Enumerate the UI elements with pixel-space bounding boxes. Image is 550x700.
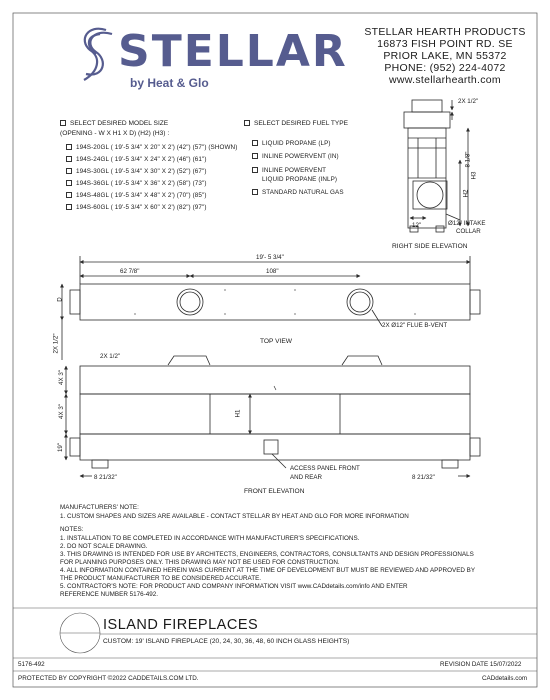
access-panel-label-line1: ACCESS PANEL FRONT xyxy=(290,465,360,472)
model-option-2[interactable]: 194S-24GL ( 19'-5 3/4" X 24" X 2') (46") (61") xyxy=(66,156,207,163)
checkbox-icon[interactable] xyxy=(66,168,72,174)
front-dim-4x3-top: 4X 3" xyxy=(57,370,65,385)
side-elevation-title: RIGHT SIDE ELEVATION xyxy=(392,243,468,250)
fuel-option-1[interactable]: LIQUID PROPANE (LP) xyxy=(252,140,331,147)
note-line: 4. ALL INFORMATION CONTAINED HEREIN WAS CURRENT AT THE TIME OF DEVELOPMENT BUT MUST BE REVIEWED AND APPROVED BY xyxy=(60,567,476,574)
revision-date: REVISION DATE 15/07/2022 xyxy=(440,661,522,668)
intake-label-line1: Ø12" INTAKE xyxy=(448,220,486,227)
model-heading-line2: (OPENING - W X H1 X D) (H2) (H3) : xyxy=(60,130,170,137)
front-elevation-title: FRONT ELEVATION xyxy=(244,488,305,495)
fuel-heading-checkbox[interactable] xyxy=(244,120,250,126)
top-dim-overall: 19'- 5 3/4" xyxy=(256,254,284,261)
model-option-3[interactable]: 194S-30GL ( 19'-5 3/4" X 30" X 2') (52") (67") xyxy=(66,168,207,175)
note-line: THE PRODUCT MANUFACTURER TO BE CONSIDERED ACCURATE. xyxy=(60,575,262,582)
checkbox-icon[interactable] xyxy=(66,156,72,162)
side-dim-top: 2X 1/2" xyxy=(458,98,479,105)
top-dim-spacing: 108" xyxy=(266,268,279,275)
access-panel-label-line2: AND REAR xyxy=(290,474,322,481)
right-side-elevation xyxy=(404,100,468,232)
note-line: 2. DO NOT SCALE DRAWING. xyxy=(60,543,148,550)
checkbox-icon[interactable] xyxy=(66,204,72,210)
drawing-title: ISLAND FIREPLACES xyxy=(103,617,259,633)
side-dim-h2: H2 xyxy=(462,189,470,198)
checkbox-icon[interactable] xyxy=(66,180,72,186)
fuel-heading: SELECT DESIRED FUEL TYPE xyxy=(244,120,348,127)
front-dim-19: 19" xyxy=(57,442,65,453)
company-address2: PRIOR LAKE, MN 55372 xyxy=(383,50,507,62)
top-dim-half-depth: 2X 1/2" xyxy=(52,333,60,354)
note-line: FOR PLANNING PURPOSES ONLY. THIS DRAWING MAY NOT BE USED FOR CONSTRUCTION. xyxy=(60,559,340,566)
side-dim-818: 8 1/8" xyxy=(464,151,472,168)
side-dim-h3: H3 xyxy=(470,171,478,180)
reference-number: 5176-492 xyxy=(18,661,45,668)
model-option-6[interactable]: 194S-60GL ( 19'-5 3/4" X 60" X 2') (82") (97") xyxy=(66,204,207,211)
checkbox-icon[interactable] xyxy=(252,140,258,146)
front-dim-right-leg: 8 21/32" xyxy=(412,474,435,481)
front-dim-top: 2X 1/2" xyxy=(100,353,121,360)
intake-label-line2: COLLAR xyxy=(456,228,481,235)
note-line: 1. INSTALLATION TO BE COMPLETED IN ACCORDANCE WITH MANUFACTURER'S SPECIFICATIONS. xyxy=(60,535,360,542)
model-heading: SELECT DESIRED MODEL SIZE xyxy=(60,120,168,127)
manufacturer-notes-heading: MANUFACTURERS' NOTE: xyxy=(60,504,139,511)
checkbox-icon[interactable] xyxy=(252,167,258,173)
model-option-5[interactable]: 194S-48GL ( 19'-5 3/4" X 48" X 2') (70") (85") xyxy=(66,192,207,199)
notes-heading: NOTES: xyxy=(60,526,84,533)
model-option-1[interactable]: 194S-20GL ( 19'-5 3/4" X 20" X 2') (42") (57") (SHOWN) xyxy=(66,144,237,151)
note-line: 5. CONTRACTOR'S NOTE: FOR PRODUCT AND COMPANY INFORMATION VISIT www.CADdetails.com/info AND ENTER xyxy=(60,583,408,590)
checkbox-icon[interactable] xyxy=(66,144,72,150)
company-web: www.stellarhearth.com xyxy=(389,74,501,86)
checkbox-icon[interactable] xyxy=(66,192,72,198)
brand-tagline: by Heat & Glo xyxy=(130,76,209,90)
brand-title: STELLAR xyxy=(118,26,348,77)
checkbox-icon[interactable] xyxy=(252,189,258,195)
company-phone: PHONE: (952) 224-4072 xyxy=(384,62,506,74)
front-dim-left-leg: 8 21/32" xyxy=(94,474,117,481)
model-heading-checkbox[interactable] xyxy=(60,120,66,126)
front-elevation xyxy=(66,356,480,476)
flue-label: 2X Ø12" FLUE B-VENT xyxy=(382,322,448,329)
top-view-title: TOP VIEW xyxy=(260,338,292,345)
note-line: REFERENCE NUMBER 5176-492. xyxy=(60,591,158,598)
drawing-subtitle: CUSTOM: 19' ISLAND FIREPLACE (20, 24, 30, 36, 48, 60 INCH GLASS HEIGHTS) xyxy=(103,638,350,645)
front-dim-h1: H1 xyxy=(234,409,242,418)
source-site: CADdetails.com xyxy=(482,675,528,682)
model-option-4[interactable]: 194S-36GL ( 19'-5 3/4" X 36" X 2') (58") (73") xyxy=(66,180,207,187)
fuel-option-2[interactable]: INLINE POWERVENT (IN) xyxy=(252,153,339,160)
top-dim-offset: 62 7/8" xyxy=(120,268,140,275)
manufacturer-note-1: 1. CUSTOM SHAPES AND SIZES ARE AVAILABLE - CONTACT STELLAR BY HEAT AND GLO FOR MORE INFORMATION xyxy=(60,513,409,520)
side-dim-12: 12" xyxy=(412,222,422,229)
company-address1: 16873 FISH POINT RD. SE xyxy=(377,38,513,50)
stellar-logo-icon xyxy=(84,29,112,80)
company-name: STELLAR HEARTH PRODUCTS xyxy=(364,26,526,38)
note-line: 3. THIS DRAWING IS INTENDED FOR USE BY ARCHITECTS, ENGINEERS, CONTRACTORS, CONSULTANTS AND DESIGN PROFESSIONALS xyxy=(60,551,474,558)
fuel-option-4[interactable]: STANDARD NATURAL GAS xyxy=(252,189,344,196)
fuel-option-3[interactable]: INLINE POWERVENT xyxy=(252,167,326,174)
fuel-option-3-line2: LIQUID PROPANE (INLP) xyxy=(262,176,338,183)
front-dim-4x3-bottom: 4X 3" xyxy=(57,404,65,419)
copyright-notice: PROTECTED BY COPYRIGHT ©2022 CADDETAILS.COM LTD. xyxy=(18,675,199,682)
checkbox-icon[interactable] xyxy=(252,153,258,159)
top-dim-depth: D xyxy=(56,297,64,302)
